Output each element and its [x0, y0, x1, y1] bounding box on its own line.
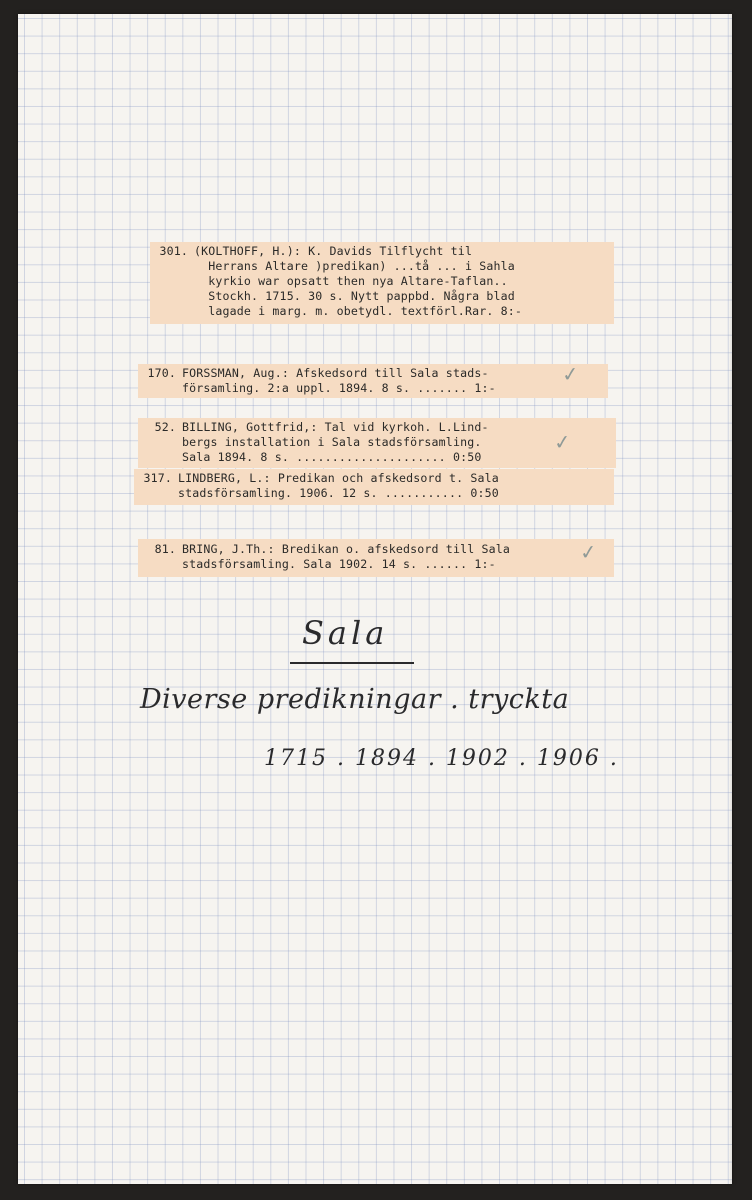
entry-line: lagade i marg. m. obetydl. textförl.Rar. 8:- — [194, 304, 522, 318]
entry-number: 170. — [147, 366, 176, 380]
title-underline — [290, 662, 414, 664]
entry-number: 317. — [143, 471, 172, 485]
entry-line: församling. 2:a uppl. 1894. 8 s. ....... 1:- — [182, 381, 496, 395]
handwritten-years: 1715 . 1894 . 1902 . 1906 . — [264, 746, 619, 771]
entry-line: Sala 1894. 8 s. ..................... 0:50 — [182, 450, 482, 464]
catalog-entry-clipping — [134, 469, 614, 505]
checkmark-icon: ✓ — [552, 429, 572, 455]
entry-line: kyrkio war opsatt then nya Altare-Taflan.. — [194, 274, 508, 288]
checkmark-icon: ✓ — [560, 361, 580, 387]
entry-number: 81. — [154, 542, 176, 556]
handwritten-title: Sala — [302, 614, 389, 652]
entry-line: Herrans Altare )predikan) ...tå ... i Sahla — [194, 259, 515, 273]
entry-line: Stockh. 1715. 30 s. Nytt pappbd. Några blad — [194, 289, 515, 303]
entry-line: LINDBERG, L.: Predikan och afskedsord t. Sala — [178, 471, 499, 485]
entry-number: 301. — [159, 244, 188, 258]
entry-line: (KOLTHOFF, H.): K. Davids Tilflycht til — [194, 244, 473, 258]
catalog-entry-clipping — [138, 539, 614, 577]
entry-line: BILLING, Gottfrid,: Tal vid kyrkoh. L.Lind- — [182, 420, 489, 434]
catalog-entry-clipping — [138, 364, 608, 398]
paper-edge-shadow — [729, 14, 732, 1184]
checkmark-icon: ✓ — [578, 539, 598, 565]
entry-line: BRING, J.Th.: Bredikan o. afskedsord till Sala — [182, 542, 510, 556]
handwritten-subtitle: Diverse predikningar . tryckta — [140, 684, 570, 715]
entry-line: FORSSMAN, Aug.: Afskedsord till Sala stads- — [182, 366, 489, 380]
entry-number: 52. — [154, 420, 176, 434]
catalog-entry-clipping — [150, 242, 614, 324]
entry-line: bergs installation i Sala stadsförsamling. — [182, 435, 482, 449]
entry-line: stadsförsamling. Sala 1902. 14 s. ...... 1:- — [182, 557, 496, 571]
catalog-sheet — [18, 14, 732, 1184]
catalog-entry-clipping — [138, 418, 616, 468]
entry-line: stadsförsamling. 1906. 12 s. ........... 0:50 — [178, 486, 499, 500]
